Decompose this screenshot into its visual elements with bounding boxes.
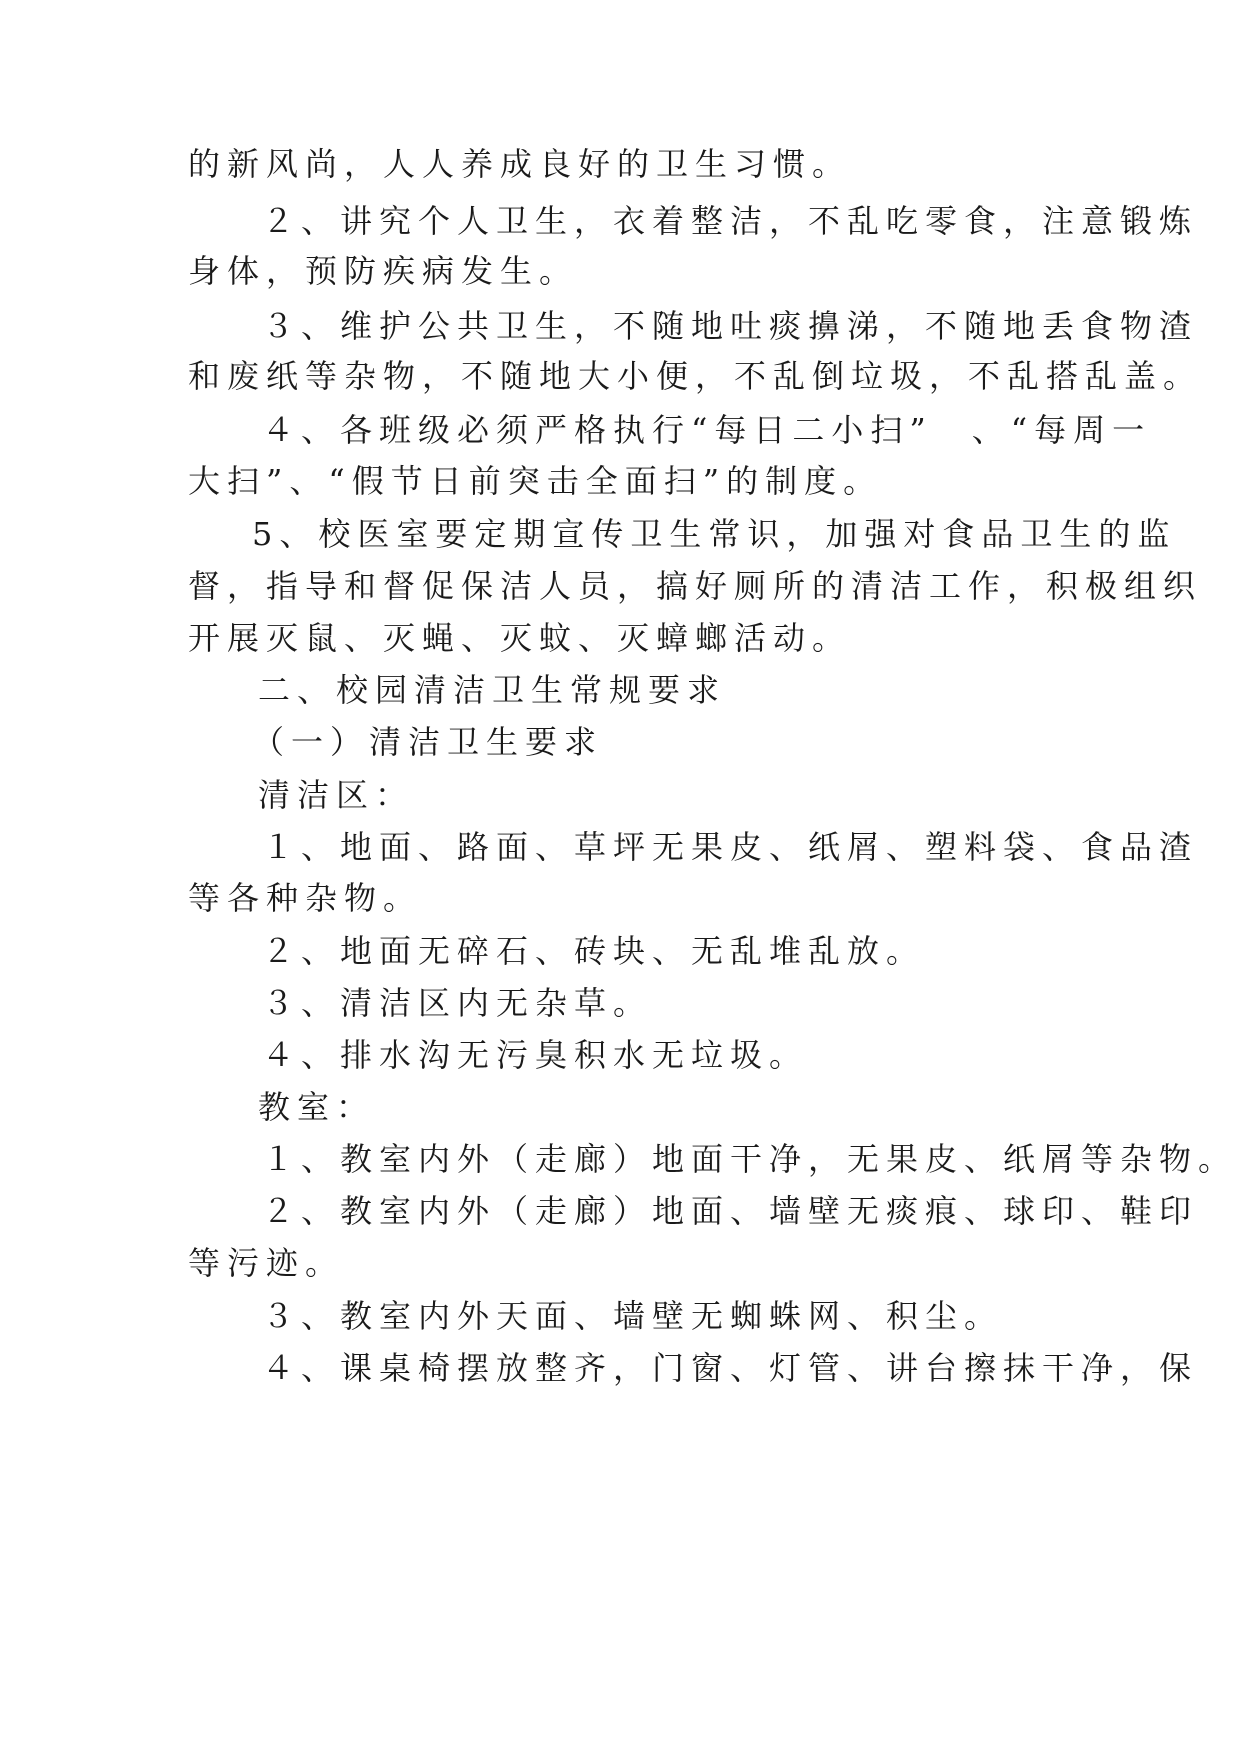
body-text-line: ３、维护公共卫生，不随地吐痰擤涕，不随地丢食物渣 (262, 307, 1199, 345)
item-heading: 清洁区： (258, 776, 415, 814)
body-text-line: 大扫”、“假节日前突击全面扫”的制度。 (188, 462, 883, 500)
body-text-line: ２、教室内外（走廊）地面、墙壁无痰痕、球印、鞋印 (262, 1192, 1199, 1230)
body-text-line: 5、校医室要定期宣传卫生常识，加强对食品卫生的监 (252, 515, 1177, 553)
subsection-heading: （一）清洁卫生要求 (252, 723, 604, 761)
body-text-line: ３、清洁区内无杂草。 (262, 984, 653, 1022)
body-text-line: ４、课桌椅摆放整齐，门窗、灯管、讲台擦抹干净，保 (262, 1349, 1199, 1387)
body-text-line: 督，指导和督促保洁人员，搞好厕所的清洁工作，积极组织 (188, 567, 1203, 605)
body-text-line: 身体，预防疾病发生。 (188, 252, 579, 290)
body-text-line: 开展灭鼠、灭蝇、灭蚊、灭蟑螂活动。 (188, 619, 852, 657)
body-text-line: 等各种杂物。 (188, 879, 423, 917)
section-heading: 二、校园清洁卫生常规要求 (258, 671, 727, 709)
body-text-line: １、地面、路面、草坪无果皮、纸屑、塑料袋、食品渣 (262, 828, 1199, 866)
item-heading: 教室： (258, 1088, 376, 1126)
body-text-line: ４、各班级必须严格执行“每日二小扫” 、“每周一 (262, 411, 1152, 449)
body-text-line: ３、教室内外天面、墙壁无蜘蛛网、积尘。 (262, 1297, 1004, 1335)
body-text-line: １、教室内外（走廊）地面干净，无果皮、纸屑等杂物。 (262, 1140, 1238, 1178)
body-text-line: ２、地面无碎石、砖块、无乱堆乱放。 (262, 932, 926, 970)
body-text-line: ２、讲究个人卫生，衣着整洁，不乱吃零食，注意锻炼 (262, 202, 1199, 240)
body-text-line: 等污迹。 (188, 1244, 345, 1282)
body-text-line: ４、排水沟无污臭积水无垃圾。 (262, 1036, 809, 1074)
body-text-line: 的新风尚，人人养成良好的卫生习惯。 (188, 145, 852, 183)
body-text-line: 和废纸等杂物，不随地大小便，不乱倒垃圾，不乱搭乱盖。 (188, 357, 1203, 395)
